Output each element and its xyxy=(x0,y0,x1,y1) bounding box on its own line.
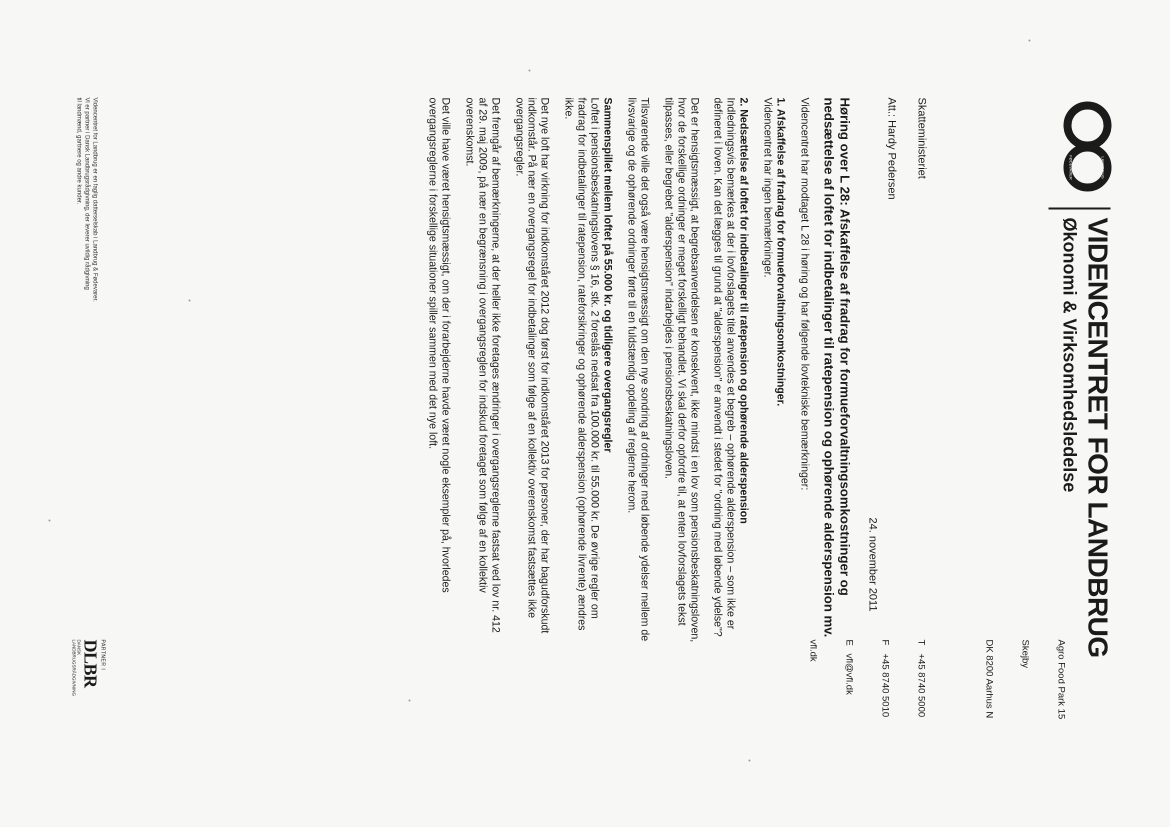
phone-label: T xyxy=(915,639,927,646)
logo-lettering: FØDEVARER xyxy=(1068,155,1074,180)
letter-date: 24. november 2011 xyxy=(866,517,879,612)
address-line: Skejby xyxy=(1019,639,1031,669)
footer-line: til landmænd, gartnere og andre kunder. xyxy=(75,97,82,205)
brand-divider xyxy=(1049,208,1111,210)
letter-body xyxy=(415,98,853,643)
letter-intro: Videncentret har modtaget L 28 i høring og har følgende lovtekniske bemærkninger: xyxy=(798,97,811,491)
section-paragraph: Loftet i pensionsbeskatningslovens § 16, stk. 2 foreslås nedsat fra 100.000 kr. til 55.000 kr. De øvrige regler om fradrag for indbetalinger til ratepension, rateforsikringer og ophørende alderspension (ophørende livrente) ændres ikke. xyxy=(562,97,601,631)
section-heading: Sammenspillet mellem loftet på 55.000 kr. og tidligere overgangsregler xyxy=(601,97,614,453)
section-3 xyxy=(426,98,614,643)
section-1 xyxy=(761,98,787,643)
brand-logo xyxy=(1063,98,1113,208)
scan-speck xyxy=(409,700,411,702)
brand-name: VIDENCENTRET FOR LANDBRUG xyxy=(1082,217,1114,658)
scan-speck xyxy=(1029,40,1031,42)
fax-label: F xyxy=(879,639,891,646)
address-line: Agro Food Park 15 xyxy=(1055,639,1067,720)
footer-line: Vi er partner i Dansk Landbrugsrådgivning, der leverer uvildig rådgivning xyxy=(83,97,90,290)
email-row xyxy=(843,640,855,720)
section-paragraph: Videncentret har ingen bemærkninger. xyxy=(761,97,774,278)
website: vfl.dk xyxy=(807,639,819,662)
brand-subtitle: Økonomi & Virksomhedsledelse xyxy=(1059,217,1080,493)
scan-speck xyxy=(529,70,531,72)
partner-kicker: PARTNER I xyxy=(99,639,106,671)
recipient-organization: Skatteministeriet xyxy=(915,97,928,179)
phone-row xyxy=(915,640,927,720)
partner-subtitle: DANSK LANDBRUGSRÅDGIVNING xyxy=(71,639,82,697)
email-address: vfl@vfl.dk xyxy=(843,653,855,695)
fax-number: +45 8740 5010 xyxy=(879,653,891,718)
logo-lettering: LANDBRUG xyxy=(1100,156,1106,179)
footer-line: Videncentret for Landbrug er en faglig datterselskab i Landbrug & Fødevarer. xyxy=(91,97,98,302)
recipient-block xyxy=(885,98,929,200)
phone-number: +45 8740 5000 xyxy=(915,653,927,718)
recipient-spacer xyxy=(899,98,915,200)
section-heading: 2. Nedsættelse af loftet for indbetalinger til ratepension og ophørende alderspension xyxy=(737,97,750,524)
recipient-attention: Att.: Hardy Pedersen xyxy=(885,97,898,200)
section-paragraph: Det nye loft har virkning for indkomståret 2012 dog først for indkomståret 2013 for personer, der har bagudforskudt indkomstår. På nær en overgangsregel for indbetalinger som følge af en kollektiv overenskomst fastsættes ikke overgangsregler. xyxy=(513,97,551,634)
partner-logo xyxy=(72,640,106,700)
section-paragraph: Indledningsvis bemærkes at der i lovforslagets titel anvendes et begreb – ophørende alderspension – som ikke er defineret i loven. Kan det lægges til grund at "alderspension" er anvendt i stedet for "ordning med løbende ydelse"? xyxy=(711,97,737,637)
section-2 xyxy=(625,98,750,643)
address-line: DK 8200 Aarhus N xyxy=(983,639,995,719)
section-paragraph: Det fremgår af bemærkningerne, at der heller ikke foretages ændringer i overgangsreglerne fastsat ved lov nr. 412 af 29. maj 2009, på nær en begrænsning i overgangsreglen for indskud foretaget som følge af en kollektiv overenskomst. xyxy=(463,97,502,633)
section-paragraph: Det ville have været hensigtsmæssigt, om der i forarbejderne havde været nogle eksempler på, hvorledes overgangsreglerne i forskellige situationer spiller sammen med det nye loft. xyxy=(426,97,452,593)
email-label: E xyxy=(843,639,855,646)
scan-speck xyxy=(49,520,51,522)
section-paragraph: Tilsvarende ville det også være hensigtsmæssigt om den nye sondring af ordninger med løbende ydelser mellem de livsvarige og de ophørende ordninger førte til en fuldstændig opdeling af reglerne herom. xyxy=(625,97,651,642)
scan-speck xyxy=(189,300,191,302)
section-paragraph: Det er hensigtsmæssigt, at begrebsanvendelsen er konsekvent, ikke mindst i en lov som pensionsbeskatningsloven, hvor de forskellige ordninger er meget forskelligt behandlet. Vi skal derfor opfordre til, at enten lovforslagets tekst tilpasses, eller begrebet "alderspension" indarbejdes i pensionsbeskatningsloven. xyxy=(662,97,701,643)
brand-block xyxy=(1059,218,1113,658)
double-ring-logo-icon xyxy=(1063,98,1113,208)
fax-row xyxy=(879,640,891,720)
scan-speck xyxy=(749,760,751,762)
contact-block xyxy=(783,640,1091,720)
footer-note xyxy=(75,98,99,518)
section-heading: 1. Afskaffelse af fradrag for formueforvaltningsomkostninger. xyxy=(774,97,787,407)
scanned-letter-page xyxy=(1,0,1170,827)
partner-name: DLBR xyxy=(80,639,101,688)
contact-spacer xyxy=(951,640,959,720)
letter-title: Høring over L 28: Afskaffelse af fradrag for formueforvaltningsomkostninger og nedsættelse af loftet for indbetalinger til ratepension og ophørende alderspension mv. xyxy=(822,97,853,638)
